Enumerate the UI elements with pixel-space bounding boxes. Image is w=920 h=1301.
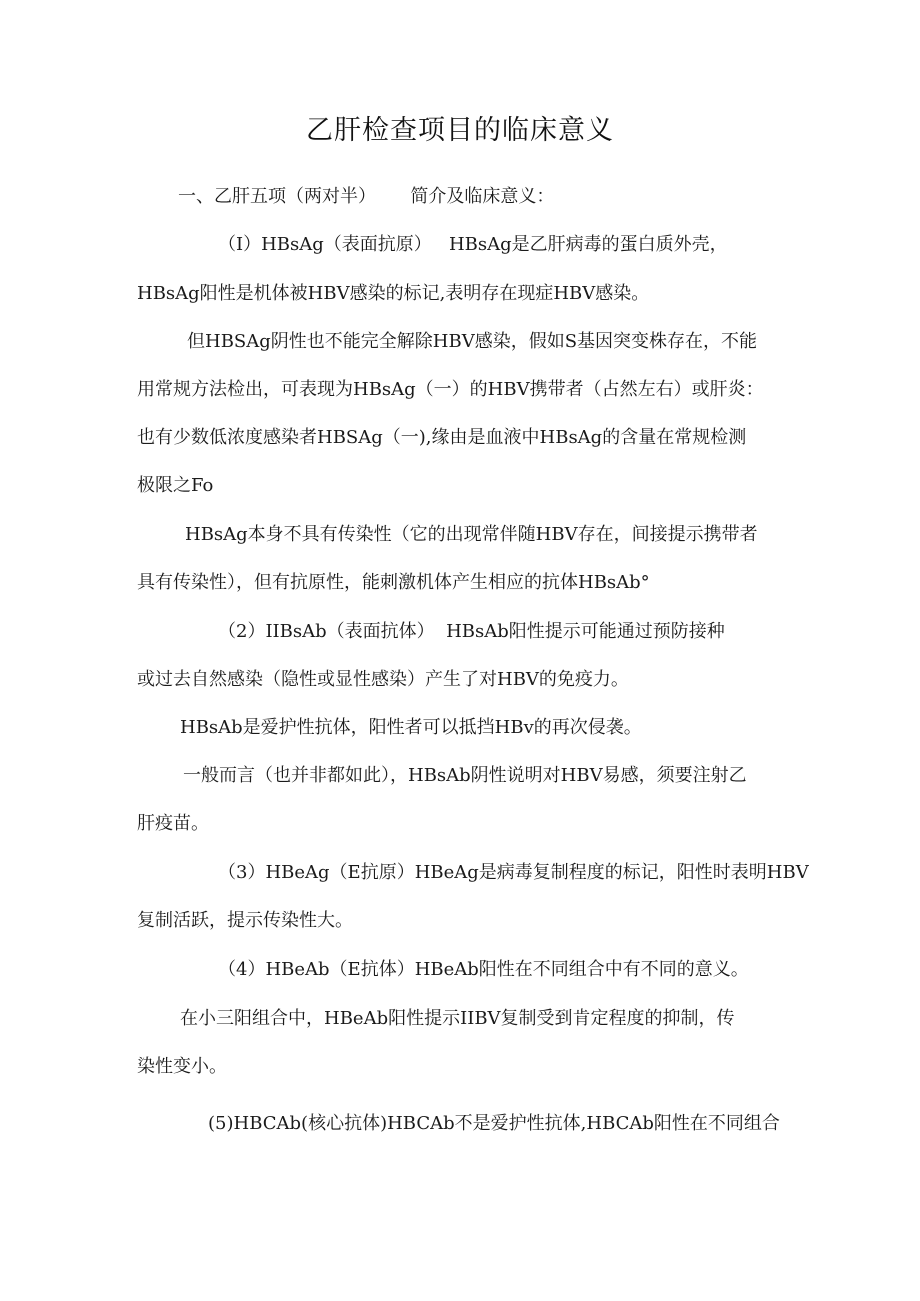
- page-title: 乙肝检查项目的临床意义: [306, 115, 614, 146]
- text-line: （I）HBsAg（表面抗原） HBsAg是乙肝病毒的蛋白质外壳，: [218, 234, 728, 255]
- text-line: HBsAg本身不具有传染性（它的出现常伴随HBV存在，间接提示携带者: [185, 524, 758, 545]
- text-line: 具有传染性），但有抗原性，能刺激机体产生相应的抗体HBsAb°: [137, 572, 650, 593]
- text-line: 复制活跃，提示传染性大。: [137, 910, 353, 931]
- text-line: 但HBSAg阴性也不能完全解除HBV感染，假如S基因突变株存在，不能: [187, 331, 758, 352]
- text-line: 极限之Fo: [137, 475, 214, 496]
- text-line: 在小三阳组合中，HBeAb阳性提示IIBV复制受到肯定程度的抑制，传: [180, 1008, 735, 1029]
- text-line: 肝疫苗。: [137, 813, 209, 834]
- text-line: 或过去自然感染（隐性或显性感染）产生了对HBV的免疫力。: [137, 669, 629, 690]
- text-line: 也有少数低浓度感染者HBSAg（一),缘由是血液中HBsAg的含量在常规检测: [137, 427, 747, 448]
- text-line: 用常规方法检出，可表现为HBsAg（一）的HBV携带者（占然左右）或肝炎：: [137, 379, 764, 400]
- text-line: HBsAb是爱护性抗体，阳性者可以抵挡HBv的再次侵袭。: [180, 717, 642, 738]
- text-line: 染性变小。: [137, 1056, 227, 1077]
- text-line: (5)HBCAb(核心抗体)HBCAb不是爱护性抗体,HBCAb阳性在不同组合: [208, 1113, 780, 1134]
- text-line: （4）HBeAb（E抗体）HBeAb阳性在不同组合中有不同的意义。: [218, 959, 749, 980]
- text-line: （3）HBeAg（E抗原）HBeAg是病毒复制程度的标记，阳性时表明HBV: [218, 862, 809, 883]
- text-line: （2）IIBsAb（表面抗体） HBsAb阳性提示可能通过预防接种: [218, 621, 725, 642]
- text-line: 一般而言（也并非都如此），HBsAb阴性说明对HBV易感，须要注射乙: [183, 765, 747, 786]
- section-heading: 一、乙肝五项（两对半） 简介及临床意义：: [178, 186, 555, 207]
- text-line: HBsAg阳性是机体被HBV感染的标记,表明存在现症HBV感染。: [137, 283, 650, 304]
